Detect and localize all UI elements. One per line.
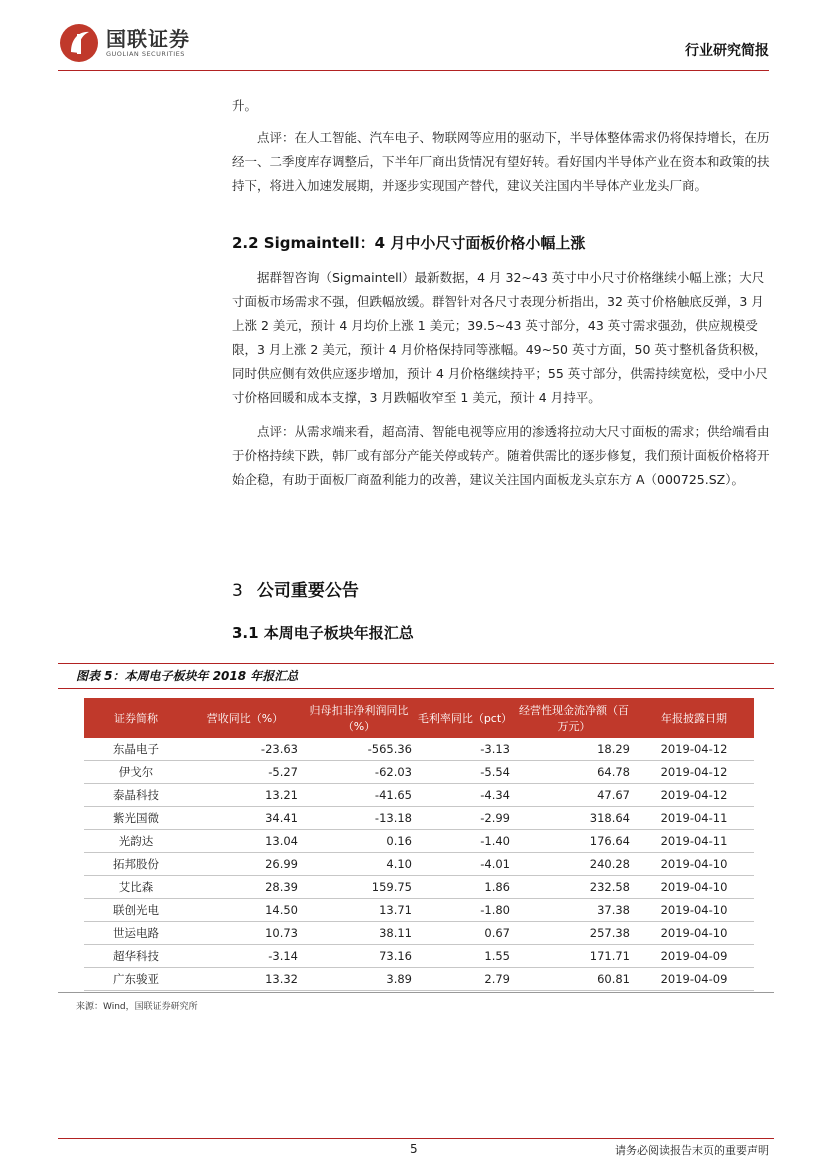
disclaimer-note: 请务必阅读报告末页的重要声明	[615, 1144, 769, 1157]
table-cell: 2019-04-10	[634, 899, 754, 922]
table-cell: -62.03	[302, 761, 416, 784]
table-cell: 2019-04-12	[634, 784, 754, 807]
section-3-number: 3	[232, 581, 243, 601]
security-name-cell: 泰晶科技	[84, 784, 188, 807]
table-cell: 18.29	[514, 738, 634, 761]
sigmaintell-paragraph: 据群智咨询（Sigmaintell）最新数据，4 月 32~43 英寸中小尺寸价格继续小幅上涨；大尺寸面板市场需求不强，但跌幅放缓。群智针对各尺寸表现分析指出，32 英寸价格触底反弹，3 月上涨 2 美元，预计 4 月均价上涨 1 美元；39.5~43 英寸部分，43 英寸需求强劲，供应规模受限，3 月上涨 2 美元，预计 4 月价格保持同等涨幅。49~50 英寸方面，50 英寸整机备货积极，同时供应侧有效供应逐步增加，预计 4 月价格继续持平；55 英寸部分，供需持续宽松，受中小尺寸价格回暖和成本支撑，3 月跌幅收窄至 1 美元，预计 4 月持平。	[232, 270, 768, 405]
table-cell: 34.41	[188, 807, 302, 830]
table-cell: 0.16	[302, 830, 416, 853]
table-cell: -41.65	[302, 784, 416, 807]
table-cell: -5.27	[188, 761, 302, 784]
security-name-cell: 艾比森	[84, 876, 188, 899]
table-cell: 73.16	[302, 945, 416, 968]
table-row	[84, 784, 754, 807]
column-header: 经营性现金流净额（百万元）	[514, 698, 634, 738]
table-cell: 47.67	[514, 784, 634, 807]
table-cell: 2019-04-11	[634, 807, 754, 830]
table-cell: -565.36	[302, 738, 416, 761]
table-cell: -3.13	[416, 738, 514, 761]
figure-title-bar	[58, 663, 774, 689]
table-cell: 2019-04-12	[634, 738, 754, 761]
section-3-title	[232, 576, 359, 601]
page-number: 5	[410, 1142, 418, 1156]
table-cell: 1.55	[416, 945, 514, 968]
logo-chinese-name: 国联证券	[106, 27, 190, 51]
section-3-heading: 公司重要公告	[256, 581, 359, 601]
table-cell: -2.99	[416, 807, 514, 830]
panel-comment: 点评：从需求端来看，超高清、智能电视等应用的渗透将拉动大尺寸面板的需求；供给端看由于价格持续下跌，韩厂或有部分产能关停或转产。随着供需比的逐步修复，我们预计面板价格将开始企稳，有助于面板厂商盈利能力的改善，建议关注国内面板龙头京东方 A（000725.SZ）。	[232, 424, 770, 487]
column-header: 年报披露日期	[634, 698, 754, 738]
guolian-logo-icon	[58, 22, 100, 64]
table-row	[84, 830, 754, 853]
table-cell: 60.81	[514, 968, 634, 991]
table-cell: 1.86	[416, 876, 514, 899]
section-2-2-title: 2.2 Sigmaintell：4 月中小尺寸面板价格小幅上涨	[232, 234, 586, 252]
table-row	[84, 853, 754, 876]
table-header-row	[84, 698, 754, 738]
security-name-cell: 东晶电子	[84, 738, 188, 761]
table-cell: 13.04	[188, 830, 302, 853]
security-name-cell: 紫光国微	[84, 807, 188, 830]
table-cell: 2019-04-10	[634, 922, 754, 945]
table-cell: 3.89	[302, 968, 416, 991]
table-cell: 2019-04-10	[634, 876, 754, 899]
security-name-cell: 广东骏亚	[84, 968, 188, 991]
section-3-1-title: 3.1 本周电子板块年报汇总	[232, 624, 414, 642]
table-cell: 2019-04-12	[634, 761, 754, 784]
table-cell: 13.71	[302, 899, 416, 922]
security-name-cell: 超华科技	[84, 945, 188, 968]
table-row	[84, 738, 754, 761]
security-name-cell: 拓邦股份	[84, 853, 188, 876]
column-header: 证券简称	[84, 698, 188, 738]
table-cell: -1.80	[416, 899, 514, 922]
table-cell: 232.58	[514, 876, 634, 899]
table-cell: -4.34	[416, 784, 514, 807]
annual-report-table	[84, 698, 754, 991]
page-header	[58, 18, 769, 71]
table-cell: 13.21	[188, 784, 302, 807]
table-cell: 2019-04-11	[634, 830, 754, 853]
column-header: 营收同比（%）	[188, 698, 302, 738]
semiconductor-comment: 点评：在人工智能、汽车电子、物联网等应用的驱动下，半导体整体需求仍将保持增长，在历经一、二季度库存调整后，下半年厂商出货情况有望好转。看好国内半导体产业在资本和政策的扶持下，将进入加速发展期，并逐步实现国产替代，建议关注国内半导体产业龙头厂商。	[232, 130, 770, 193]
logo	[58, 22, 190, 64]
table-cell: 10.73	[188, 922, 302, 945]
column-header: 归母扣非净利润同比（%）	[302, 698, 416, 738]
table-cell: 28.39	[188, 876, 302, 899]
table-cell: 176.64	[514, 830, 634, 853]
logo-english-name: GUOLIAN SECURITIES	[106, 50, 185, 58]
table-cell: 26.99	[188, 853, 302, 876]
footer-divider	[58, 1138, 774, 1139]
table-cell: 38.11	[302, 922, 416, 945]
table-row	[84, 968, 754, 991]
table-row	[84, 761, 754, 784]
table-cell: 14.50	[188, 899, 302, 922]
table-cell: -23.63	[188, 738, 302, 761]
table-cell: 0.67	[416, 922, 514, 945]
table-cell: 4.10	[302, 853, 416, 876]
table-cell: -13.18	[302, 807, 416, 830]
table-cell: 64.78	[514, 761, 634, 784]
table-cell: 240.28	[514, 853, 634, 876]
column-header: 毛利率同比（pct）	[416, 698, 514, 738]
table-cell: -3.14	[188, 945, 302, 968]
table-row	[84, 945, 754, 968]
continued-line: 升。	[232, 98, 258, 113]
table-cell: 171.71	[514, 945, 634, 968]
security-name-cell: 伊戈尔	[84, 761, 188, 784]
figure-source: 来源：Wind，国联证券研究所	[76, 1002, 198, 1012]
table-cell: -5.54	[416, 761, 514, 784]
table-row	[84, 876, 754, 899]
table-cell: 318.64	[514, 807, 634, 830]
security-name-cell: 光韵达	[84, 830, 188, 853]
table-cell: -4.01	[416, 853, 514, 876]
section-2-2-body	[232, 266, 772, 492]
table-cell: 2019-04-10	[634, 853, 754, 876]
table-cell: 2019-04-09	[634, 945, 754, 968]
security-name-cell: 联创光电	[84, 899, 188, 922]
table-cell: 257.38	[514, 922, 634, 945]
table-row	[84, 922, 754, 945]
source-divider	[58, 992, 774, 993]
table-cell: -1.40	[416, 830, 514, 853]
table-cell: 37.38	[514, 899, 634, 922]
table-row	[84, 899, 754, 922]
figure-title: 图表 5：本周电子板块年 2018 年报汇总	[76, 669, 299, 683]
table-cell: 2019-04-09	[634, 968, 754, 991]
report-type: 行业研究简报	[685, 43, 769, 59]
table-cell: 2.79	[416, 968, 514, 991]
table-cell: 13.32	[188, 968, 302, 991]
security-name-cell: 世运电路	[84, 922, 188, 945]
table-cell: 159.75	[302, 876, 416, 899]
continued-text	[232, 94, 772, 198]
table-row	[84, 807, 754, 830]
